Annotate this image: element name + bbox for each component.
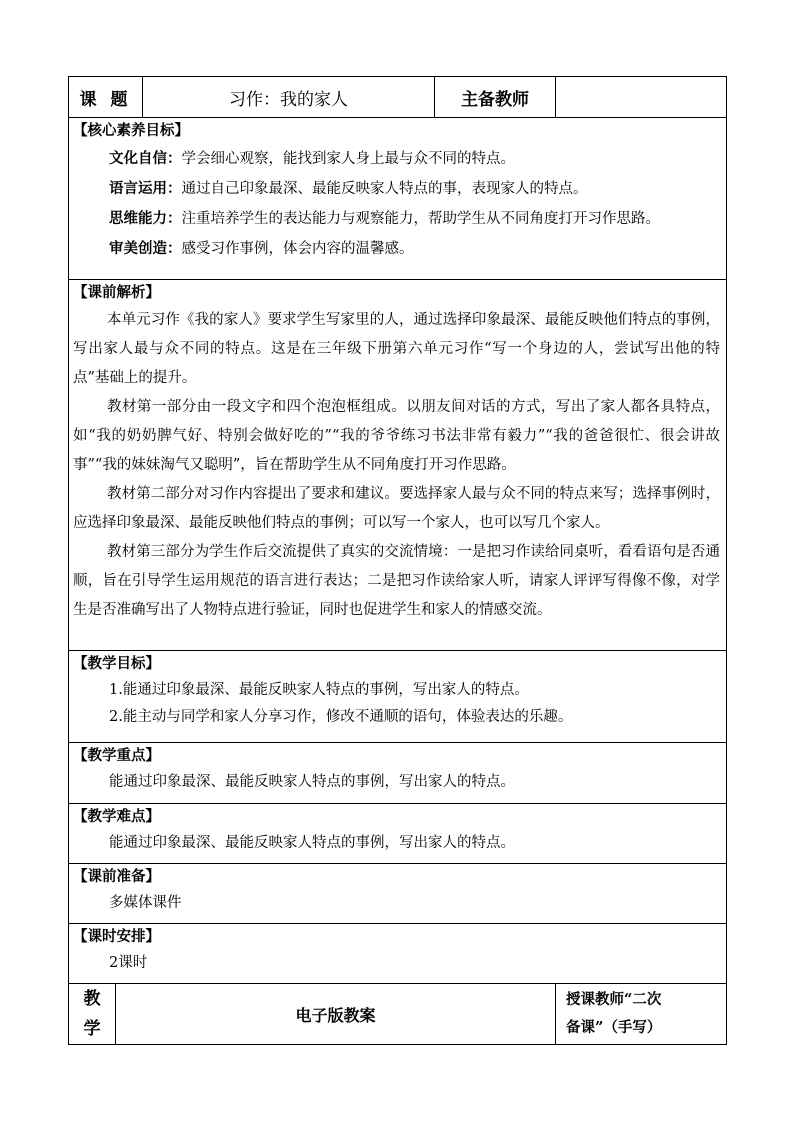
teacher-value [556,77,727,118]
footer-row [69,984,727,1045]
core-title: 【核心素养目标】 [73,122,189,139]
analysis-paragraph: 本单元习作《我的家人》要求学生写家里的人，通过选择印象最深、最能反映他们特点的事例，写出家人最与众不同的特点。这是在三年级下册第六单元习作“写一个身边的人，尝试写出他的特点”基础上的提升。 [73,312,720,386]
prep-title: 【课前准备】 [73,868,160,885]
core-item: 语言运用：通过自己印象最深、最能反映家人特点的事，表现家人的特点。 [109,180,588,197]
analysis-paragraph: 教材第一部分由一段文字和四个泡泡框组成。以朋友间对话的方式，写出了家人都各具特点，如“我的奶奶脾气好、特别会做好吃的”“我的爷爷练习书法非常有毅力”“我的爸爸很忙、很会讲故事”“我的妹妹淘气又聪明”，旨在帮助学生从不同角度打开习作思路。 [73,399,720,473]
footer-left: 教 学 [69,984,116,1045]
topic-value: 习作：我的家人 [143,77,435,118]
core-item: 文化自信：学会细心观察，能找到家人身上最与众不同的特点。 [109,150,515,167]
prep-section [69,864,727,924]
analysis-title: 【课前解析】 [73,284,160,301]
footer-middle: 电子版教案 [116,984,556,1045]
core-item: 思维能力：注重培养学生的表达能力与观察能力，帮助学生从不同角度打开习作思路。 [109,210,660,227]
schedule-section [69,924,727,984]
schedule-title: 【课时安排】 [73,928,160,945]
core-section [69,118,727,280]
goal-item: 1.能通过印象最深、最能反映家人特点的事例，写出家人的特点。 [109,682,529,698]
header-row [69,77,727,118]
analysis-paragraph: 教材第二部分对习作内容提出了要求和建议。要选择家人最与众不同的特点来写；选择事例时，应选择印象最深、最能反映他们特点的事例；可以写一个家人，也可以写几个家人。 [73,486,720,531]
footer-right: 授课教师“二次 备课”（手写） [556,984,727,1045]
difficulty-text: 能通过印象最深、最能反映家人特点的事例，写出家人的特点。 [109,835,515,851]
lesson-plan-sheet [68,76,726,1045]
lesson-plan-table [68,76,727,1045]
difficulty-title: 【教学难点】 [73,808,160,825]
key-section [69,743,727,804]
key-title: 【教学重点】 [73,747,160,764]
topic-label: 课题 [69,77,143,118]
key-text: 能通过印象最深、最能反映家人特点的事例，写出家人的特点。 [109,774,515,790]
analysis-paragraph: 教材第三部分为学生作后交流提供了真实的交流情境：一是把习作读给同桌听，看看语句是否通顺，旨在引导学生运用规范的语言进行表达；二是把习作读给家人听，请家人评评写得像不像，对学生是否准确写出了人物特点进行验证，同时也促进学生和家人的情感交流。 [73,544,720,618]
core-item: 审美创造：感受习作事例，体会内容的温馨感。 [109,240,414,257]
goals-title: 【教学目标】 [73,655,160,672]
schedule-text: 2课时 [109,955,148,971]
goals-section [69,651,727,743]
teacher-label: 主备教师 [435,77,556,118]
difficulty-section [69,804,727,864]
analysis-section [69,280,727,651]
goal-item: 2.能主动与同学和家人分享习作，修改不通顺的语句，体验表达的乐趣。 [109,709,573,725]
prep-text: 多媒体课件 [109,895,182,911]
